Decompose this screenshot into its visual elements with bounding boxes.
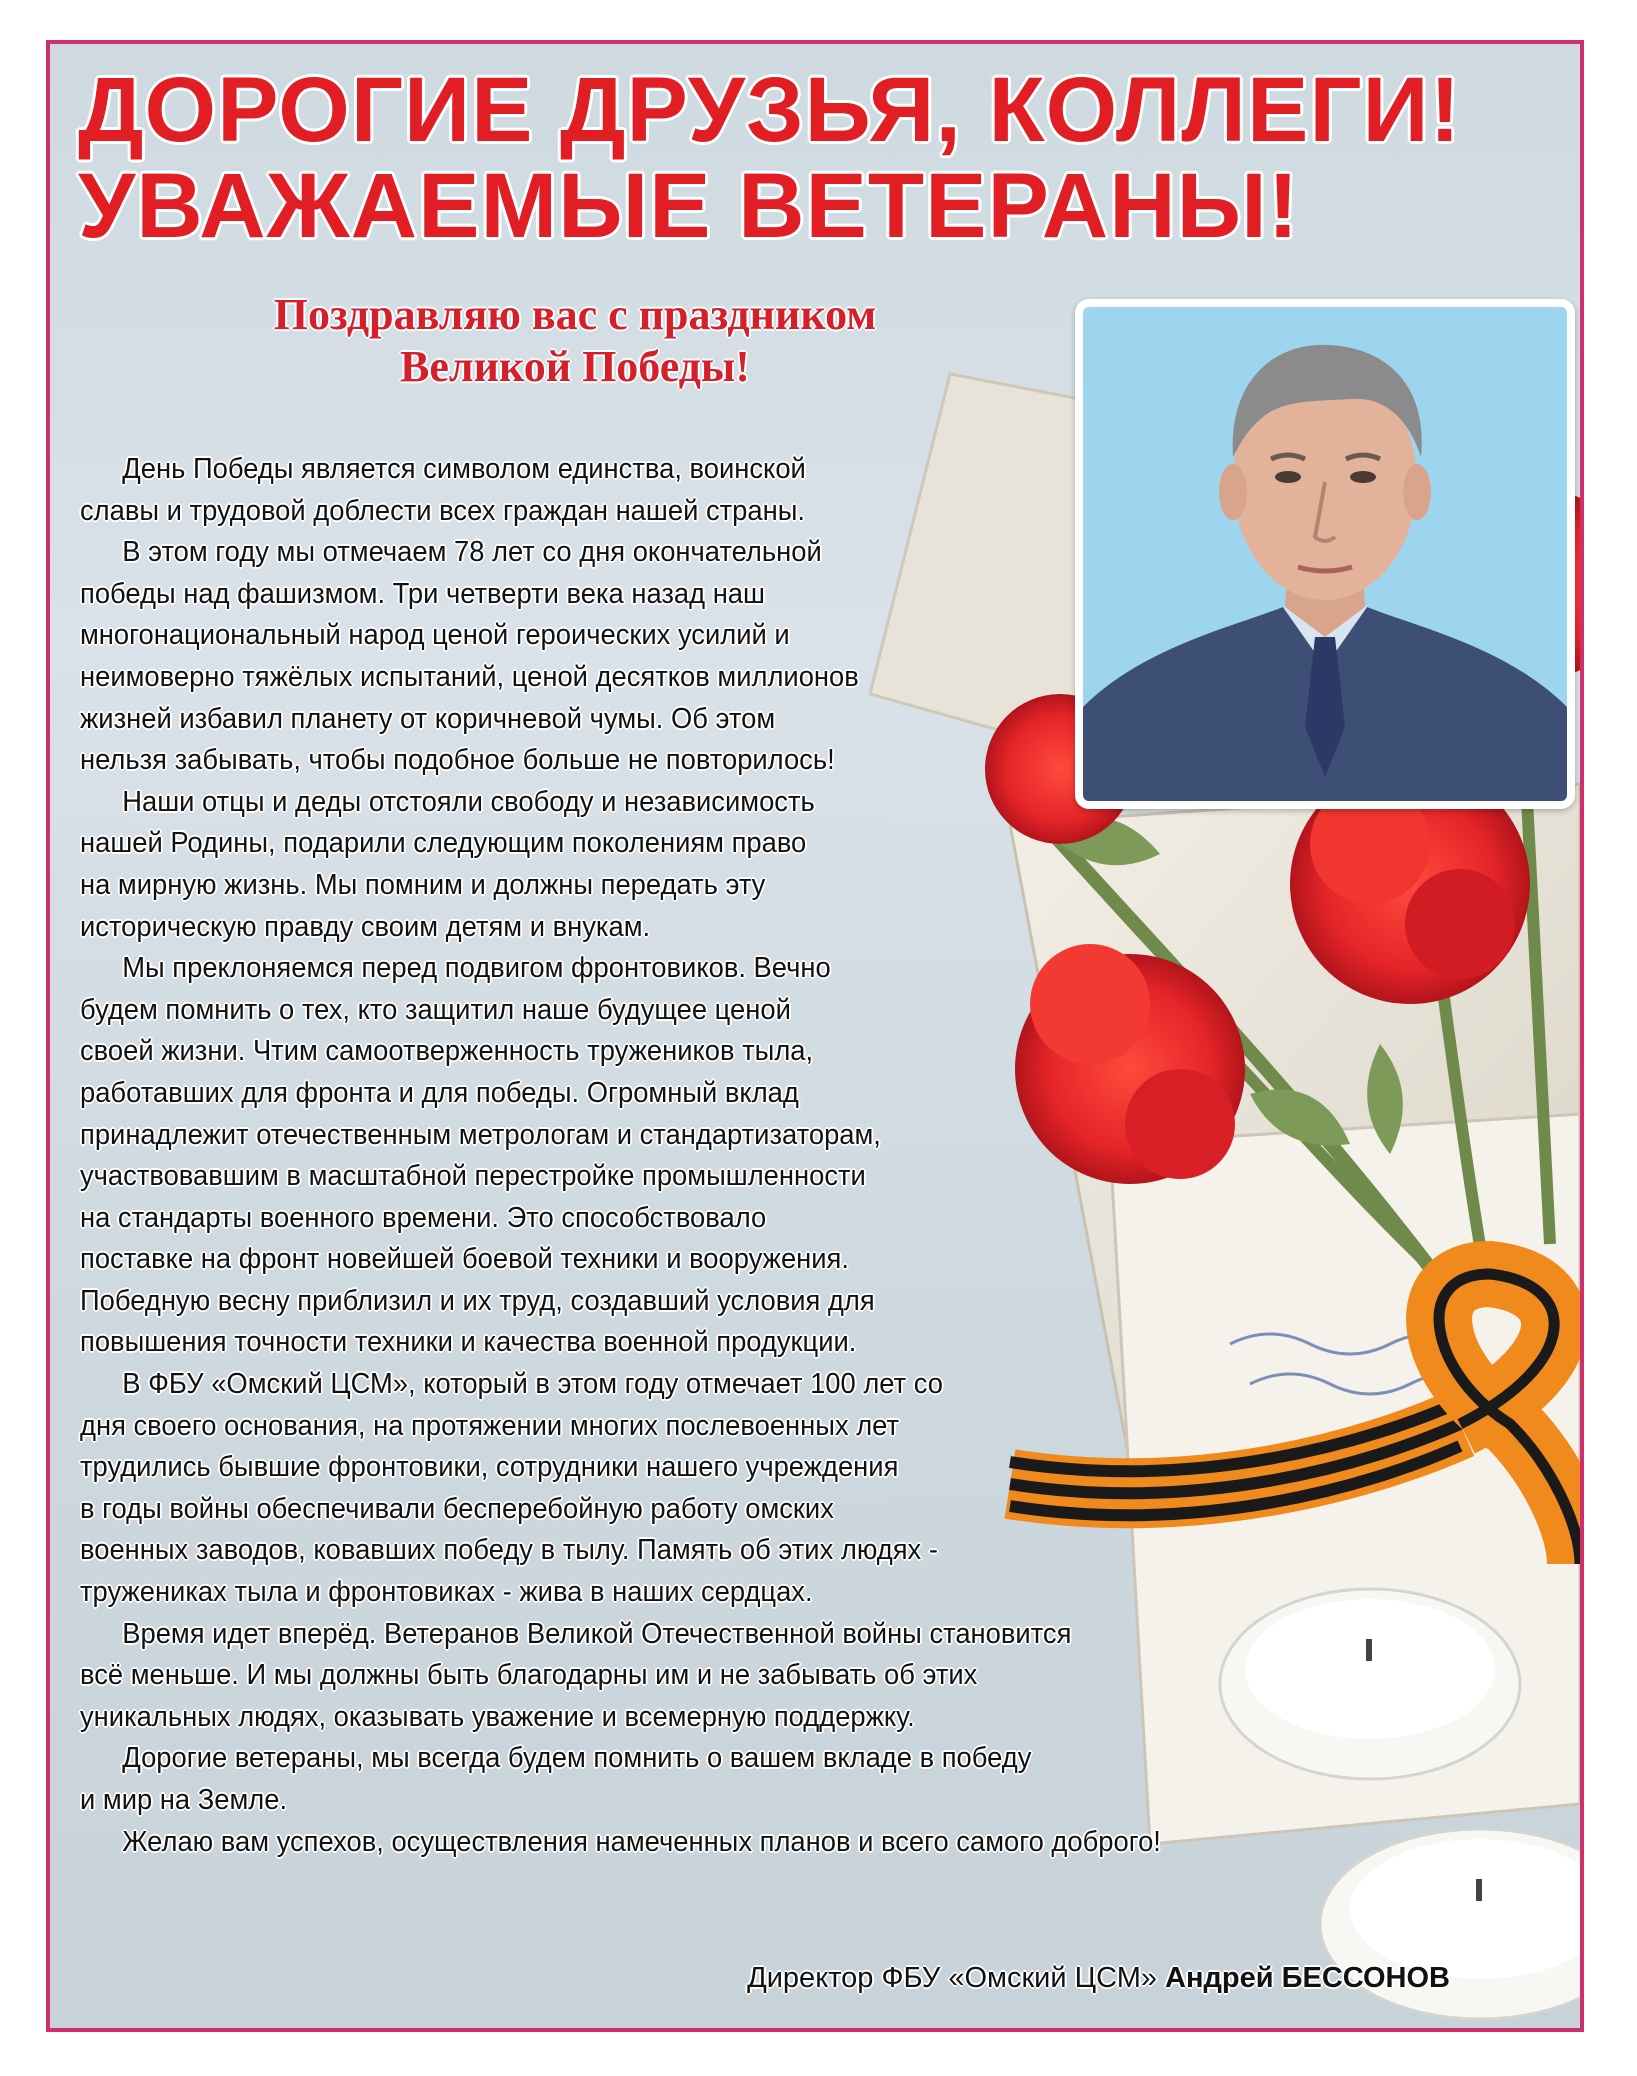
body-line: работавших для фронта и для победы. Огромный вклад [80,1076,799,1109]
body-line: в годы войны обеспечивали бесперебойную работу омских [80,1492,834,1525]
headline [78,59,1558,257]
body-line: участвовавшим в масштабной перестройке промышленности [80,1160,866,1193]
body-line: дня своего основания, на протяжении многих послевоенных лет [80,1409,900,1442]
body-line: нашей Родины, подарили следующим поколениям право [80,827,807,860]
body-line: на мирную жизнь. Мы помним и должны передать эту [80,868,766,901]
headline-line-1: ДОРОГИЕ ДРУЗЬЯ, КОЛЛЕГИ! [78,59,1462,161]
poster-frame [46,40,1584,2032]
body-line: поставке на фронт новейшей боевой техники и вооружения. [80,1243,849,1276]
body-line: и мир на Земле. [80,1784,288,1816]
body-line: неимоверно тяжёлых испытаний, ценой десятков миллионов [80,660,859,693]
headline-line-2: УВАЖАЕМЫЕ ВЕТЕРАНЫ! [78,155,1300,257]
signature [747,1962,1450,1995]
body-line: славы и трудовой доблести всех граждан нашей страны. [80,494,805,527]
body-line: Победную весну приблизил и их труд, создавший условия для [80,1284,875,1317]
subheading-line-2: Великой Победы! [400,342,750,391]
body-line: В ФБУ «Омский ЦСМ», который в этом году отмечает 100 лет со [122,1368,943,1401]
body-line: тружениках тыла и фронтовиках - жива в наших сердцах. [80,1576,813,1609]
letter-body [80,449,1510,1863]
body-line: своей жизни. Чтим самоотверженность тружеников тыла, [80,1035,814,1068]
signature-position: Директор ФБУ «Омский ЦСМ» [747,1962,1166,1994]
body-line: будем помнить о тех, кто защитил наше будущее ценой [80,993,791,1026]
body-line: Желаю вам успехов, осуществления намеченных планов и всего самого доброго! [122,1825,1161,1858]
body-line: В этом году мы отмечаем 78 лет со дня окончательной [122,536,822,569]
body-line: победы над фашизмом. Три четверти века назад наш [80,577,765,610]
body-line: Дорогие ветераны, мы всегда будем помнить о вашем вкладе в победу [122,1742,1032,1775]
body-line: военных заводов, ковавших победу в тылу. Память об этих людях - [80,1534,938,1567]
body-line: повышения точности техники и качества военной продукции. [80,1326,857,1359]
body-line: Наши отцы и деды отстояли свободу и независимость [122,785,815,818]
subheading-line-1: Поздравляю вас с праздником [273,290,877,339]
body-line: Мы преклоняемся перед подвигом фронтовиков. Вечно [122,952,831,985]
body-line: День Победы является символом единства, воинской [122,453,806,485]
body-line: всё меньше. И мы должны быть благодарны им и не забывать об этих [80,1659,978,1692]
body-line: принадлежит отечественным метрологам и стандартизаторам, [80,1118,881,1151]
signature-name: Андрей БЕССОНОВ [1165,1962,1450,1994]
body-line: на стандарты военного времени. Это способствовало [80,1201,767,1234]
body-line: историческую правду своим детям и внукам. [80,910,651,943]
body-line: нельзя забывать, чтобы подобное больше не повторилось! [80,744,835,777]
body-line: уникальных людях, оказывать уважение и всемерную поддержку. [80,1700,915,1733]
body-line: трудились бывшие фронтовики, сотрудники нашего учреждения [80,1451,899,1484]
subheading [80,289,1070,393]
body-line: жизней избавил планету от коричневой чумы. Об этом [80,702,776,735]
body-line: многонациональный народ ценой героических усилий и [80,619,790,652]
body-line: Время идет вперёд. Ветеранов Великой Отечественной войны становится [122,1617,1072,1650]
